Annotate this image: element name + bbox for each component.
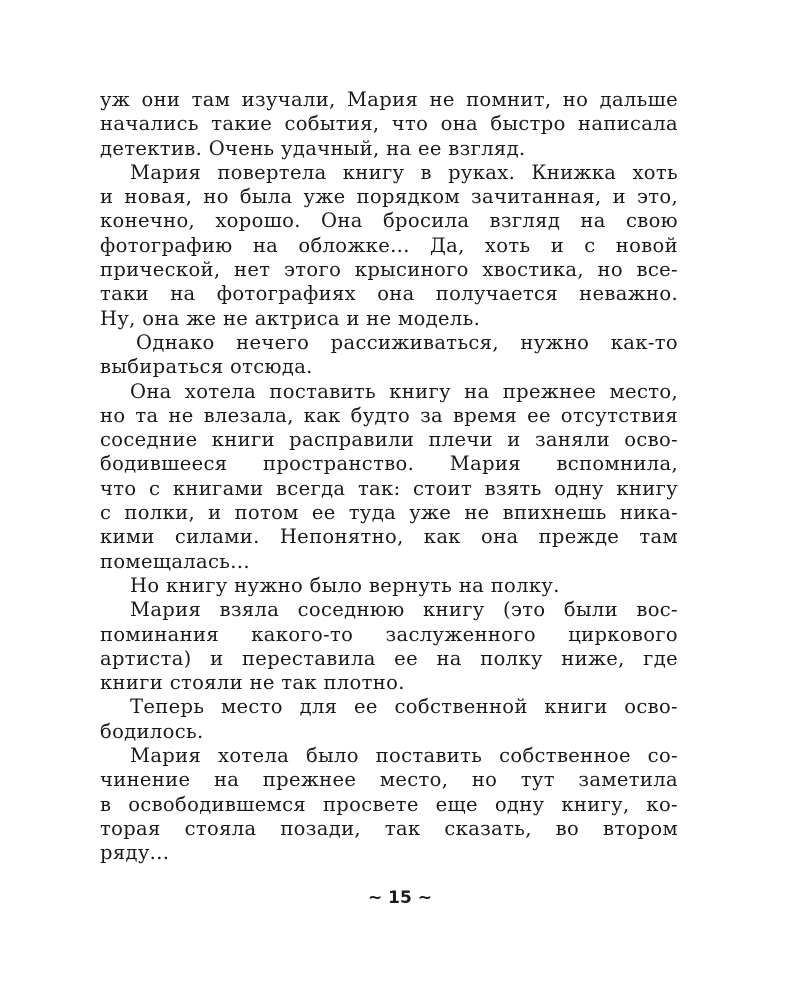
text-line: детектив. Очень удачный, на ее взгляд.	[100, 136, 526, 160]
text-line: конечно, хорошо. Она бросила взгляд на свою	[100, 209, 678, 233]
text-line: Ну, она же не актриса и не модель.	[100, 306, 481, 330]
text-line: поминания какого-то заслуженного циркового	[100, 622, 678, 646]
text-line: уж они там изучали, Мария не помнит, но дальше	[100, 88, 678, 111]
text-line: Мария взяла соседнюю книгу (это были вос-	[130, 598, 678, 622]
text-line: прической, нет этого крысиного хвостика, но все-	[100, 258, 678, 282]
text-line: чинение на прежнее место, но тут заметила	[100, 768, 678, 792]
text-line: артиста) и переставила ее на полку ниже, где	[100, 646, 678, 670]
text-line: помещалась...	[100, 549, 250, 573]
text-line: и новая, но была уже порядком зачитанная, и это,	[100, 185, 678, 209]
text-line: с полки, и потом ее туда уже не впихнешь ника-	[100, 501, 678, 525]
body-text	[100, 88, 678, 866]
text-line: Однако нечего рассиживаться, нужно как-то	[136, 330, 678, 354]
text-line: но та не влезала, как будто за время ее отсутствия	[100, 403, 678, 427]
text-line: соседние книги расправили плечи и заняли осво-	[100, 428, 678, 452]
text-line: книги стояли не так плотно.	[100, 671, 405, 695]
text-line: Она хотела поставить книгу на прежнее место,	[130, 379, 678, 403]
text-line: начались такие события, что она быстро написала	[100, 112, 678, 136]
text-line: что с книгами всегда так: стоит взять одну книгу	[100, 476, 678, 500]
text-line: фотографию на обложке... Да, хоть и с новой	[100, 233, 678, 257]
text-line: бодилось.	[100, 719, 204, 743]
text-line: в освободившемся просвете еще одну книгу, ко-	[100, 792, 678, 816]
text-line: таки на фотографиях она получается неважно.	[100, 282, 678, 306]
text-line: кими силами. Непонятно, как она прежде там	[100, 525, 678, 549]
text-line: Теперь место для ее собственной книги осво-	[130, 695, 678, 719]
page-number: ~ 15 ~	[368, 888, 432, 908]
text-line: Мария повертела книгу в руках. Книжка хоть	[130, 160, 678, 184]
text-line: выбираться отсюда.	[100, 355, 313, 379]
text-line: Но книгу нужно было вернуть на полку.	[130, 573, 560, 597]
text-line: ряду...	[100, 841, 170, 865]
text-line: Мария хотела было поставить собственное со-	[130, 744, 678, 768]
text-line: торая стояла позади, так сказать, во втором	[100, 816, 678, 840]
text-line: бодившееся пространство. Мария вспомнила,	[100, 452, 678, 476]
